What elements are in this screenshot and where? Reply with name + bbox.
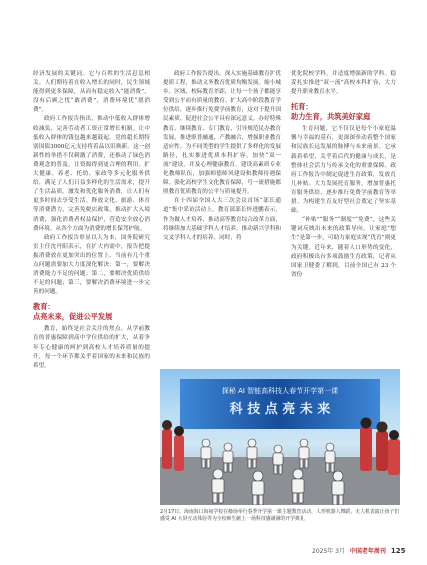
paragraph: 政府工作报告提出，深入实施基础教育扩优提质工程，推动义务教育优质均衡发展。缩小城乡、区域、校际教育差距，让每一个孩子都能享受到公平而有质量的教育。扩大高中阶段教育学位供给，逐步推行免费学前教育，这对于提升国民素质、促进社会公平具有深远意义。办好特殊教育、继续教育、专门教育，引导规范民办教育发展，推进职普融通、产教融合，增强职业教育适应性。为不同类型的学生提供了多样化的发展路径，扎实推进优质本科扩容。加快“双一流”建设，并及心理健康教育，建设高素质专业化教师队伍，加强师德师风建设和教师待遇保障。强化高校学生文化教育保障，号一流措施都照教育优质教育的公平与质量提升。 (163, 71, 281, 196)
article-column-1 (33, 70, 150, 371)
page-number: 125 (390, 547, 406, 555)
paragraph: 政府工作报告彰显以人为本，国务院研究室主任沈丹阳表示，在扩大内需中，报告把提振消费放在更加突出的位置上，当前有几个重点问题需要加大力度深化解决：第一，要解决消费能力不足的问题；第二，要解决优质供给不足的问题；第三，要解决消费环境进一步完善的问题。 (33, 234, 150, 296)
page-footer (312, 546, 406, 556)
issue-date: 2025年 3月 (312, 548, 345, 555)
paragraph: 教育，始终是社会关注的焦点。从学前教育的普惠保障到高中学位供给的扩大，从着争年专心健康的呵护到高校人才培养质量的提升，每一个环节都关乎着国家的未来和民族的希望。 (33, 326, 150, 369)
paragraph: 优化院校学科，并适度增强新的学科。稳妥扎实推进“双一流”高校本科扩容，大力提升职业教育水平。 (291, 71, 396, 96)
paragraph: 在十四届全国人大三次会议首场“部长通道”集中采访活动上，教育部部长怀进鹏表示，作为做人才培养、推动高等教育综合改革方面，将继续加大基础学科人才培养，推动新兴学科和交叉学科人才的培养。同时，将 (163, 198, 281, 241)
paragraph: 生育问题，它不仅仅是每个小家庭温馨与幸福的基石，更深深牵动着整个国家和民族长远发展的脉搏与未来前景。它承载着希望，关乎着后代的健康与成长，是整体社会活力与传承文化的重要保障。政府工作报告中制定促进生育政策，发放育儿补贴。大力发展托育服务，增加普惠托育服务供给，逐步推行免费学前教育等举措。为构建生育友好型社会奠定了坚实基础。 (291, 126, 396, 215)
paragraph: 经济发展的关键词。它与百姓的生活息息相关。人们期待着在收入增长的同时，民生领域能得到更多保障，从而有稳定收入“能消费”，没有后顾之忧“敢消费”，消费环境优“愿消费”。 (33, 71, 150, 114)
photo-illustration (160, 369, 400, 505)
section-heading-childcare: 托育： 助力生育，共筑美好家庭 (291, 102, 371, 122)
backdrop-banner-text: 探秘 AI 智能高科技人春节开学第一课 (221, 387, 339, 395)
section-heading-education: 教育： 点亮未来，促进公平发展 (33, 302, 113, 322)
article-column-3 (291, 70, 396, 280)
backdrop-title-text: 科 技 点 亮 未 来 (229, 402, 331, 417)
article-column-2 (163, 70, 281, 243)
magazine-logo: 中国老年周刊 (349, 548, 386, 555)
photo-caption: 2月17日，海南海口海甸学校在操场举行春季开学第一课主题教育活动，人形机器人舞蹈、无人机表演让孩子们感受 AI 大屏互动体验等为全校师生献上一场科技感满满的开学典礼 (160, 509, 400, 522)
paragraph: “补贴”“服务”“制度”“免费”，这些关键词反映出未来的政策导向。让家庭“想生”是第一步，可助力家庭实现“优育”则更为关键。近年来，随着人口形势的变化，政府积极出台多项鼓励生育政策，记者从国家卫健委了解到，目前全国已有 23 个省份 (291, 217, 396, 278)
paragraph: 政府工作报告指出，推动中低收入群体增收减负，完善劳动者工资正常增长机制。让中低收入群体的钱包越来越鼓起。党的超长期特别国债3000亿元支持将着品以旧换新。这一创新性的举措不仅刺激了消费，还推动了绿色消费观念的普及。让资源得到更合理的利用。扩大健康、养老、托幼、家政等多元化服务供给，满足了人们日益多样化的生活需求，提升了生活品质。激发和优化服务消费，让人们有更多时间去享受生活。释放文化、旅游、体育等消费潜力，完善免税店政策，推动扩大入境消费，强化消费者权益保护，营造安全放心消费环境。从各个方面为消费的增长保驾护航。 (33, 116, 150, 232)
news-photo-robot-ceremony (160, 369, 400, 505)
